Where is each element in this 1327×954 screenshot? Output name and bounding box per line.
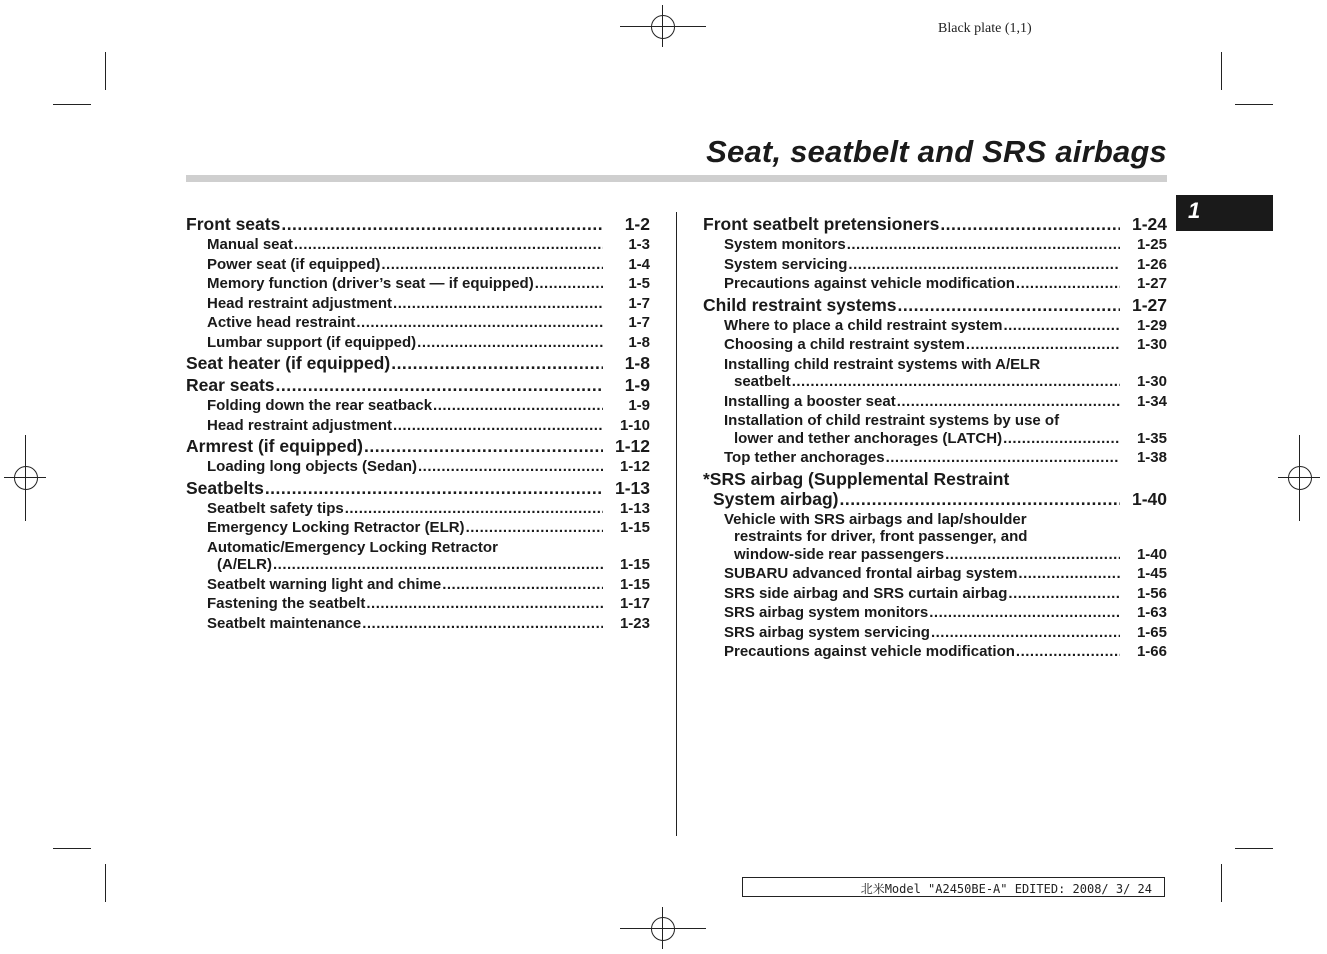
toc-entry-title: System airbag)	[713, 488, 839, 509]
toc-entry-title: Active head restraint	[207, 314, 356, 331]
toc-page-number: 1-34	[1136, 392, 1167, 410]
toc-entry[interactable]	[186, 435, 650, 457]
toc-page-number: 1-29	[1136, 316, 1167, 334]
toc-leader-dots	[847, 236, 1120, 254]
toc-page-number: 1-30	[1136, 336, 1167, 353]
toc-leader-dots	[886, 449, 1120, 467]
toc-leader-dots	[418, 458, 603, 476]
toc-entry-title: Memory function (driver’s seat — if equipped)	[207, 275, 534, 292]
toc-leader-dots	[393, 295, 603, 313]
toc-leader-dots	[945, 546, 1120, 564]
toc-entry-title: SRS airbag system monitors	[724, 604, 929, 621]
toc-entry[interactable]	[703, 584, 1167, 604]
toc-page-number: 1-65	[1136, 623, 1167, 641]
toc-entry-title: Installing a booster seat	[724, 392, 896, 410]
toc-page-number: 1-10	[619, 416, 650, 434]
toc-entry-title: Precautions against vehicle modification	[724, 643, 1015, 660]
toc-leader-dots	[898, 295, 1120, 315]
toc-entry[interactable]	[186, 594, 650, 614]
plate-label: Black plate (1,1)	[938, 21, 1032, 36]
toc-leader-dots	[929, 604, 1120, 622]
toc-entry-title: lower and tether anchorages (LATCH)	[734, 429, 1003, 447]
toc-leader-dots	[391, 353, 603, 373]
toc-page-number: 1-3	[628, 236, 650, 253]
chapter-tab[interactable]: 1	[1176, 195, 1273, 231]
toc-entry[interactable]	[186, 575, 650, 595]
toc-leader-dots	[940, 214, 1120, 234]
toc-entry-title: Vehicle with SRS airbags and lap/shoulder	[724, 510, 1027, 528]
toc-entry-title: Seatbelt warning light and chime	[207, 575, 442, 593]
toc-leader-dots	[281, 214, 603, 234]
toc-entry-title: Top tether anchorages	[724, 449, 885, 466]
toc-page-number: 1-66	[1136, 643, 1167, 660]
toc-leader-dots	[442, 576, 603, 594]
toc-entry-title: Choosing a child restraint system	[724, 336, 965, 353]
toc-leader-dots	[345, 500, 603, 518]
toc-entry[interactable]	[703, 603, 1167, 623]
toc-leader-dots	[393, 417, 603, 435]
toc-page-number: 1-25	[1136, 236, 1167, 253]
toc-entry[interactable]	[186, 538, 650, 575]
toc-entry[interactable]	[703, 255, 1167, 275]
toc-entry[interactable]	[186, 499, 650, 519]
registration-mark-right	[1278, 435, 1320, 521]
toc-leader-dots	[1018, 565, 1120, 583]
toc-leader-dots	[294, 236, 603, 254]
toc-leader-dots	[466, 519, 603, 537]
registration-mark-bottom	[620, 907, 706, 949]
toc-page-number: 1-5	[628, 275, 650, 292]
toc-entry[interactable]	[703, 316, 1167, 336]
toc-leader-dots	[364, 436, 603, 456]
toc-page-number: 1-38	[1136, 449, 1167, 466]
toc-entry[interactable]	[703, 510, 1167, 565]
toc-leader-dots	[433, 397, 603, 415]
toc-page-number: 1-8	[624, 353, 650, 373]
toc-page-number: 1-7	[628, 314, 650, 331]
toc-page-number: 1-15	[619, 519, 650, 536]
toc-entry-title: *SRS airbag (Supplemental Restraint	[703, 468, 1010, 489]
toc-leader-dots	[356, 314, 603, 332]
toc-entry-title: Front seatbelt pretensioners	[703, 214, 940, 234]
toc-entry-title: SRS airbag system servicing	[724, 623, 930, 641]
toc-page-number: 1-17	[619, 595, 650, 612]
toc-page-number: 1-63	[1136, 604, 1167, 621]
toc-entry-title: SRS side airbag and SRS curtain airbag	[724, 584, 1008, 602]
toc-entry-title: Installation of child restraint systems by use of	[724, 412, 1060, 429]
toc-entry[interactable]	[703, 335, 1167, 355]
toc-page-number: 1-24	[1131, 214, 1167, 234]
toc-entry[interactable]	[186, 457, 650, 477]
page-title: Seat, seatbelt and SRS airbags	[706, 134, 1167, 169]
toc-leader-dots	[839, 489, 1120, 509]
toc-entry-title: Seatbelts	[186, 477, 264, 498]
toc-page-number: 1-23	[619, 614, 650, 632]
toc-entry-title: System servicing	[724, 255, 848, 273]
toc-entry-title: SUBARU advanced frontal airbag system	[724, 565, 1018, 582]
toc-entry-title: Armrest (if equipped)	[186, 436, 363, 456]
toc-entry[interactable]	[186, 352, 650, 374]
toc-leader-dots	[1016, 275, 1120, 293]
toc-page-number: 1-7	[628, 294, 650, 312]
toc-entry-title: Power seat (if equipped)	[207, 255, 381, 273]
toc-entry[interactable]	[186, 477, 650, 499]
toc-leader-dots	[897, 393, 1120, 411]
toc-entry-title: Front seats	[186, 214, 281, 234]
toc-page-number: 1-12	[619, 458, 650, 475]
toc-leader-dots	[1008, 585, 1120, 603]
toc-entry-title: Automatic/Emergency Locking Retractor	[207, 538, 498, 556]
footer-model-info: 北米Model "A2450BE-A" EDITED: 2008/ 3/ 24	[742, 877, 1165, 897]
toc-entry-title: (A/ELR)	[217, 556, 272, 573]
toc-page-number: 1-15	[619, 556, 650, 573]
toc-entry[interactable]	[186, 333, 650, 353]
toc-entry[interactable]	[703, 468, 1167, 510]
toc-entry[interactable]	[186, 274, 650, 294]
toc-leader-dots	[366, 595, 603, 613]
toc-entry-title: Folding down the rear seatback	[207, 397, 433, 414]
column-divider	[676, 212, 677, 836]
toc-page-number: 1-30	[1136, 373, 1167, 390]
toc-page-number: 1-35	[1136, 429, 1167, 447]
toc-left-column	[186, 213, 650, 633]
toc-page-number: 1-8	[628, 333, 650, 351]
toc-page-number: 1-2	[624, 214, 650, 234]
registration-mark-top	[620, 5, 706, 47]
toc-entry[interactable]	[186, 416, 650, 436]
toc-page-number: 1-27	[1136, 275, 1167, 292]
toc-leader-dots	[273, 556, 603, 574]
toc-page-number: 1-26	[1136, 255, 1167, 273]
toc-page-number: 1-13	[619, 499, 650, 517]
toc-leader-dots	[381, 256, 603, 274]
toc-leader-dots	[966, 336, 1120, 354]
toc-entry[interactable]	[703, 642, 1167, 662]
toc-entry-title: window-side rear passengers	[734, 545, 945, 563]
toc-leader-dots	[792, 373, 1120, 391]
toc-entry-title: Where to place a child restraint system	[724, 316, 1003, 334]
toc-leader-dots	[1003, 317, 1120, 335]
toc-entry-title: Manual seat	[207, 236, 293, 253]
title-rule	[186, 175, 1167, 182]
toc-entry[interactable]	[186, 294, 650, 314]
toc-entry[interactable]	[703, 392, 1167, 412]
toc-page-number: 1-56	[1136, 584, 1167, 602]
toc-entry-title: Lumbar support (if equipped)	[207, 333, 417, 351]
toc-entry-title: Fastening the seatbelt	[207, 595, 366, 612]
toc-leader-dots	[265, 478, 603, 498]
toc-leader-dots	[417, 334, 603, 352]
toc-leader-dots	[1016, 643, 1120, 661]
toc-entry-title: Rear seats	[186, 375, 275, 395]
toc-page-number: 1-12	[614, 436, 650, 456]
toc-entry-title: restraints for driver, front passenger, and	[734, 528, 1028, 545]
toc-entry-title: Head restraint adjustment	[207, 294, 393, 312]
toc-entry-title: Loading long objects (Sedan)	[207, 458, 417, 475]
toc-entry-title: Seat heater (if equipped)	[186, 353, 391, 373]
toc-leader-dots	[848, 256, 1120, 274]
toc-entry[interactable]	[186, 213, 650, 235]
toc-entry[interactable]	[186, 255, 650, 275]
toc-page-number: 1-40	[1136, 545, 1167, 563]
toc-entry-title: Head restraint adjustment	[207, 416, 393, 434]
toc-entry-title: System monitors	[724, 236, 846, 253]
toc-leader-dots	[362, 615, 603, 633]
toc-entry[interactable]	[703, 564, 1167, 584]
toc-leader-dots	[535, 275, 603, 293]
toc-page-number: 1-45	[1136, 565, 1167, 582]
toc-leader-dots	[276, 375, 603, 395]
toc-entry-title: Child restraint systems	[703, 294, 897, 315]
toc-entry[interactable]	[703, 213, 1167, 235]
toc-right-column	[703, 213, 1167, 662]
toc-page-number: 1-4	[628, 255, 650, 273]
toc-entry-title: seatbelt	[734, 373, 791, 390]
toc-entry[interactable]	[703, 448, 1167, 468]
toc-leader-dots	[931, 624, 1120, 642]
toc-entry[interactable]	[703, 235, 1167, 255]
toc-entry[interactable]	[186, 614, 650, 634]
toc-entry-title: Seatbelt safety tips	[207, 499, 344, 517]
toc-page-number: 1-27	[1131, 294, 1167, 315]
toc-entry[interactable]	[186, 396, 650, 416]
toc-entry[interactable]	[703, 411, 1167, 448]
toc-entry-title: Precautions against vehicle modification	[724, 275, 1015, 292]
toc-leader-dots	[1003, 430, 1120, 448]
toc-entry[interactable]	[703, 355, 1167, 392]
toc-entry-title: Installing child restraint systems with A/ELR	[724, 355, 1041, 373]
toc-entry-title: Seatbelt maintenance	[207, 614, 362, 632]
toc-entry[interactable]	[186, 374, 650, 396]
toc-entry[interactable]	[186, 235, 650, 255]
toc-entry[interactable]	[703, 623, 1167, 643]
toc-entry[interactable]	[186, 518, 650, 538]
toc-page-number: 1-9	[624, 375, 650, 395]
toc-page-number: 1-13	[614, 477, 650, 498]
toc-entry-title: Emergency Locking Retractor (ELR)	[207, 519, 465, 536]
toc-page-number: 1-40	[1131, 488, 1167, 509]
toc-entry[interactable]	[703, 294, 1167, 316]
toc-entry[interactable]	[186, 313, 650, 333]
toc-page-number: 1-9	[628, 397, 650, 414]
toc-page-number: 1-15	[619, 575, 650, 593]
toc-entry[interactable]	[703, 274, 1167, 294]
registration-mark-left	[4, 435, 46, 521]
